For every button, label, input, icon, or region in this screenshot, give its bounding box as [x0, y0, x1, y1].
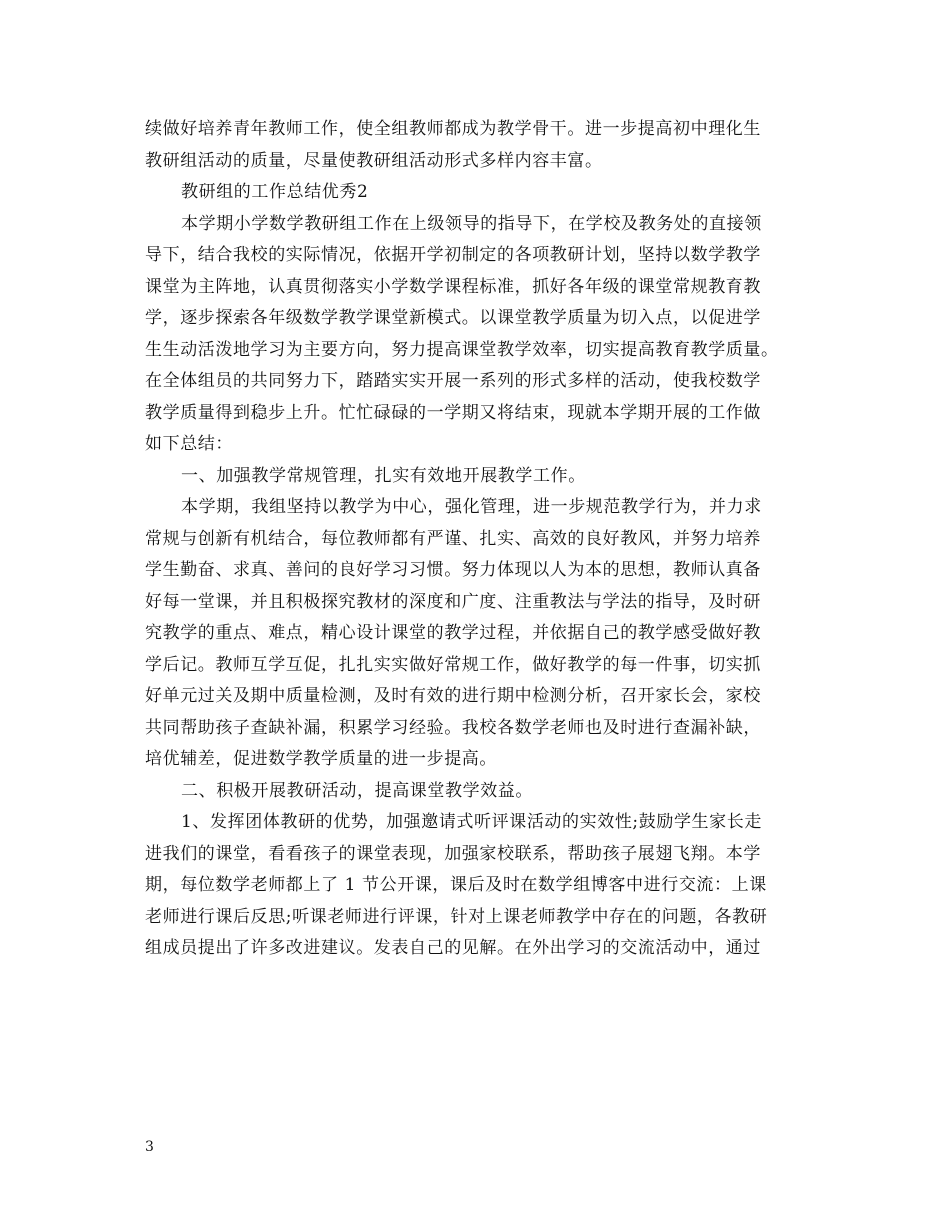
page-number: 3: [145, 1139, 154, 1155]
text-line: 进我们的课堂，看看孩子的课堂表现，加强家校联系，帮助孩子展翅飞翔。本学: [145, 843, 761, 864]
text-line: 学生勤奋、求真、善问的良好学习习惯。努力体现以人为本的思想，教师认真备: [145, 560, 761, 580]
text-line: 期，每位数学老师都上了 1 节公开课，课后及时在数学组博客中进行交流：上课: [145, 875, 767, 895]
text-line: 共同帮助孩子查缺补漏，积累学习经验。我校各数学老师也及时进行查漏补缺，: [145, 717, 761, 738]
text-line: 究教学的重点、难点，精心设计课堂的教学过程，并依据自己的教学感受做好教: [145, 623, 761, 643]
text-line: 本学期，我组坚持以教学为中心，强化管理，进一步规范教学行为，并力求: [181, 497, 762, 517]
text-line: 生生动活泼地学习为主要方向，努力提高课堂教学效率，切实提高教育教学质量。: [145, 339, 779, 360]
text-line: 好每一堂课，并且积极探究教材的深度和广度、注重教法与学法的指导，及时研: [145, 591, 761, 612]
text-line: 好单元过关及期中质量检测，及时有效的进行期中检测分析，召开家长会，家校: [145, 686, 761, 706]
text-line: 培优辅差，促进数学教学质量的进一步提高。: [145, 749, 497, 769]
text-line: 二、积极开展教研活动，提高课堂教学效益。: [181, 780, 533, 801]
text-line: 教研组的工作总结优秀2: [181, 182, 369, 202]
text-line: 续做好培养青年教师工作，使全组教师都成为教学骨干。进一步提高初中理化生: [145, 119, 761, 139]
text-line: 在全体组员的共同努力下，踏踏实实开展一系列的形式多样的活动，使我校数学: [145, 371, 761, 391]
text-line: 如下总结：: [145, 434, 233, 454]
text-line: 学后记。教师互学互促，扎扎实实做好常规工作，做好教学的每一件事，切实抓: [145, 654, 761, 675]
text-line: 教学质量得到稳步上升。忙忙碌碌的一学期又将结束，现就本学期开展的工作做: [145, 402, 761, 423]
text-line: 课堂为主阵地，认真贯彻落实小学数学课程标准，抓好各年级的课堂常规教育教: [145, 276, 761, 297]
text-line: 组成员提出了许多改进建议。发表自己的见解。在外出学习的交流活动中，通过: [145, 938, 761, 958]
text-line: 老师进行课后反思;听课老师进行评课，针对上课老师教学中存在的问题，各教研: [145, 906, 768, 927]
document-body: [145, 114, 805, 965]
text-line: 本学期小学数学教研组工作在上级领导的指导下，在学校及教务处的直接领: [181, 213, 762, 234]
text-line: 1、发挥团体教研的优势，加强邀请式听评课活动的实效性;鼓励学生家长走: [181, 812, 762, 832]
text-line: 学，逐步探索各年级数学教学课堂新模式。以课堂教学质量为切入点，以促进学: [145, 308, 761, 328]
text-line: 导下，结合我校的实际情况，依据开学初制定的各项教研计划，坚持以数学教学: [145, 245, 761, 265]
text-line: 常规与创新有机结合，每位教师都有严谨、扎实、高效的良好教风，并努力培养: [145, 528, 761, 549]
text-line: 教研组活动的质量，尽量使教研组活动形式多样内容丰富。: [145, 150, 603, 171]
text-line: 一、加强教学常规管理，扎实有效地开展教学工作。: [181, 465, 586, 486]
